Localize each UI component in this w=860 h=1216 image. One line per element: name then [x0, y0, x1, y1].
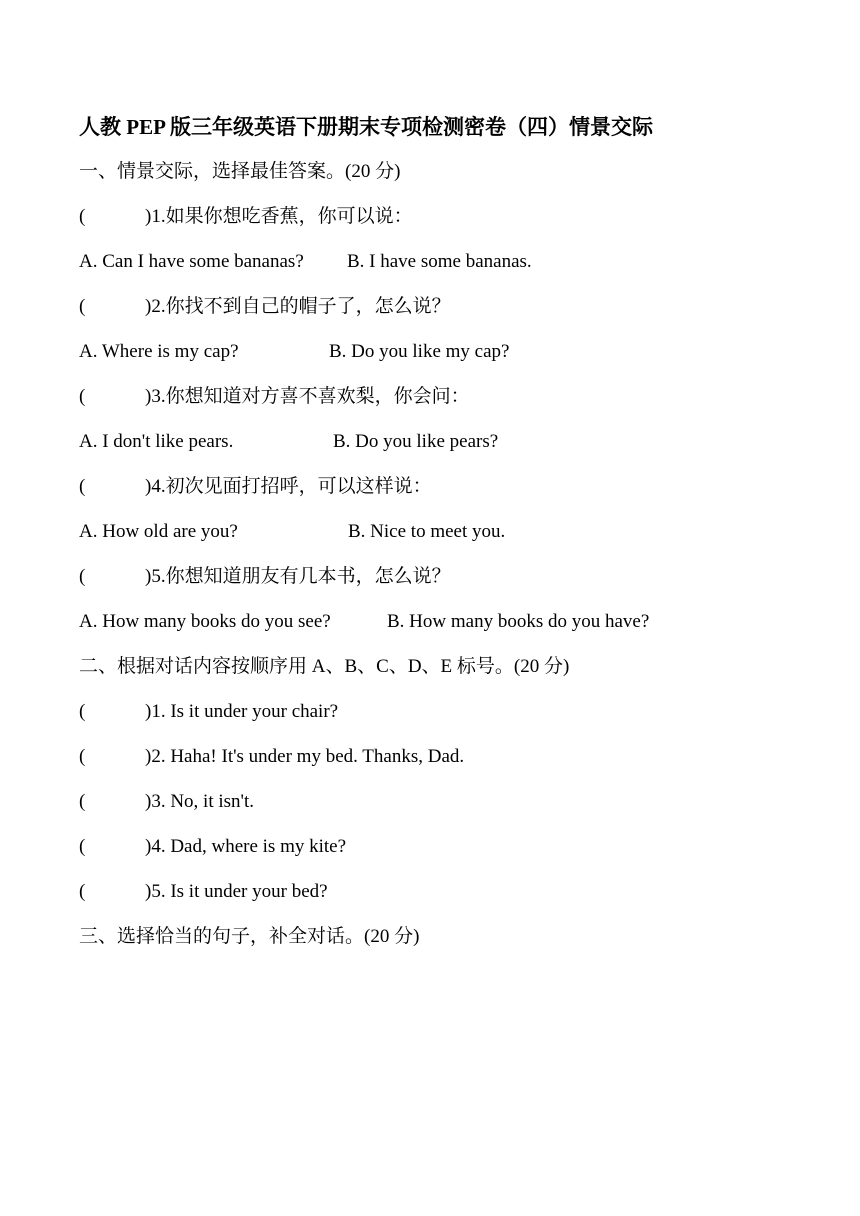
question-text: )5.你想知道朋友有几本书，怎么说？	[145, 566, 451, 587]
question-text: )3.你想知道对方喜不喜欢梨，你会问：	[145, 386, 470, 407]
dialogue-item-2	[79, 745, 464, 769]
option-b: B. Do you like pears?	[333, 431, 499, 452]
question-3	[79, 385, 470, 409]
option-a: A. How old are you?	[79, 521, 238, 542]
answer-blank: (	[79, 836, 86, 857]
question-5-options	[79, 610, 649, 634]
dialogue-text: )2. Haha! It's under my bed. Thanks, Dad.	[145, 746, 465, 767]
option-a: A. Where is my cap?	[79, 341, 239, 362]
section-2-heading: 二、根据对话内容按顺序用 A、B、C、D、E 标号。(20 分)	[79, 656, 570, 677]
answer-blank: (	[79, 566, 86, 587]
option-a: A. I don't like pears.	[79, 431, 234, 452]
question-1	[79, 205, 413, 229]
answer-blank: (	[79, 206, 86, 227]
question-4	[79, 475, 432, 499]
answer-blank: (	[79, 881, 86, 902]
option-b: B. I have some bananas.	[347, 251, 532, 272]
dialogue-text: )3. No, it isn't.	[145, 791, 254, 812]
option-a: A. Can I have some bananas?	[79, 251, 304, 272]
section-3-heading: 三、选择恰当的句子，补全对话。(20 分)	[79, 926, 420, 947]
answer-blank: (	[79, 791, 86, 812]
section-1-heading: 一、情景交际，选择最佳答案。(20 分)	[79, 161, 401, 182]
question-4-options	[79, 520, 505, 544]
dialogue-text: )1. Is it under your chair?	[145, 701, 339, 722]
dialogue-text: )4. Dad, where is my kite?	[145, 836, 347, 857]
dialogue-item-1	[79, 700, 338, 724]
dialogue-item-5	[79, 880, 328, 904]
option-b: B. How many books do you have?	[387, 611, 650, 632]
option-b: B. Nice to meet you.	[348, 521, 506, 542]
question-5	[79, 565, 451, 589]
answer-blank: (	[79, 386, 86, 407]
question-2-options	[79, 340, 509, 364]
question-text: )4.初次见面打招呼，可以这样说：	[145, 476, 432, 497]
option-b: B. Do you like my cap?	[329, 341, 510, 362]
answer-blank: (	[79, 296, 86, 317]
dialogue-item-3	[79, 790, 254, 814]
question-1-options	[79, 250, 532, 274]
question-text: )2.你找不到自己的帽子了，怎么说？	[145, 296, 451, 317]
answer-blank: (	[79, 476, 86, 497]
question-2	[79, 295, 451, 319]
answer-blank: (	[79, 746, 86, 767]
answer-blank: (	[79, 701, 86, 722]
dialogue-item-4	[79, 835, 346, 859]
question-3-options	[79, 430, 498, 454]
page-title: 人教 PEP 版三年级英语下册期末专项检测密卷（四）情景交际	[79, 115, 654, 139]
option-a: A. How many books do you see?	[79, 611, 331, 632]
question-text: )1.如果你想吃香蕉，你可以说：	[145, 206, 413, 227]
dialogue-text: )5. Is it under your bed?	[145, 881, 328, 902]
